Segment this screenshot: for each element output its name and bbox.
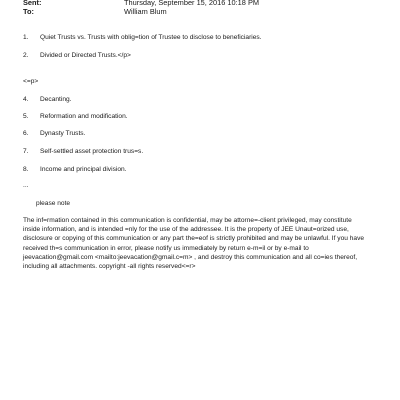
sent-value: Thursday, September 15, 2016 10:18 PM — [124, 0, 260, 7]
list-item-text: Divided or Directed Trusts.</p> — [40, 52, 131, 59]
list-item-text: Decanting. — [40, 96, 72, 103]
list-item-number: 5. — [23, 113, 29, 120]
list-item-number: 7. — [23, 148, 29, 155]
to-row — [23, 7, 167, 16]
ellipsis-text: ... — [23, 182, 29, 189]
disclaimer — [23, 216, 383, 271]
list-item-text: Self-settled asset protection trus=s. — [40, 148, 144, 155]
list-item-number: 1. — [23, 34, 29, 41]
list-item-number: 4. — [23, 96, 29, 103]
disclaimer-line: received th=s communication in error, please notify us immediately by return e-m=il or by e-mail to — [23, 244, 309, 252]
list-item-text: Quiet Trusts vs. Trusts with oblig=tion of Trustee to disclose to beneficiaries. — [40, 34, 262, 41]
sent-label: Sent: — [23, 0, 42, 7]
list-item-number: 2. — [23, 52, 29, 59]
list-item-text: Reformation and modification. — [40, 113, 128, 120]
p-tag-text: <=p> — [23, 78, 39, 85]
list-item-number: 8. — [23, 166, 29, 173]
list-item-number: 6. — [23, 130, 29, 137]
list-item-text: Dynasty Trusts. — [40, 130, 86, 137]
disclaimer-line: jeevacation@gmail.com <mailto:jeevacation@gmail.c=m> , and destroy this communication and all co=ies thereof, — [23, 253, 358, 261]
disclaimer-line: The inf=rmation contained in this communication is confidential, may be attorne=-client privileged, may constitute — [23, 217, 352, 224]
list-item-text: Income and principal division. — [40, 166, 127, 173]
sent-row — [23, 0, 259, 7]
please-note-text: please note — [36, 200, 71, 207]
disclaimer-line: disclosure or copying of this communication or any part the=eof is strictly prohibited and may be unlawful. If you have — [23, 235, 365, 243]
disclaimer-line: inside information, and is intended =nly for the use of the addressee. It is the property of JEE Unaut=orized use, — [23, 226, 349, 234]
to-label: To: — [23, 7, 34, 16]
disclaimer-line: including all attachments. copyright -all rights reserved<=r> — [23, 263, 196, 271]
to-value: William Blum — [124, 7, 167, 16]
